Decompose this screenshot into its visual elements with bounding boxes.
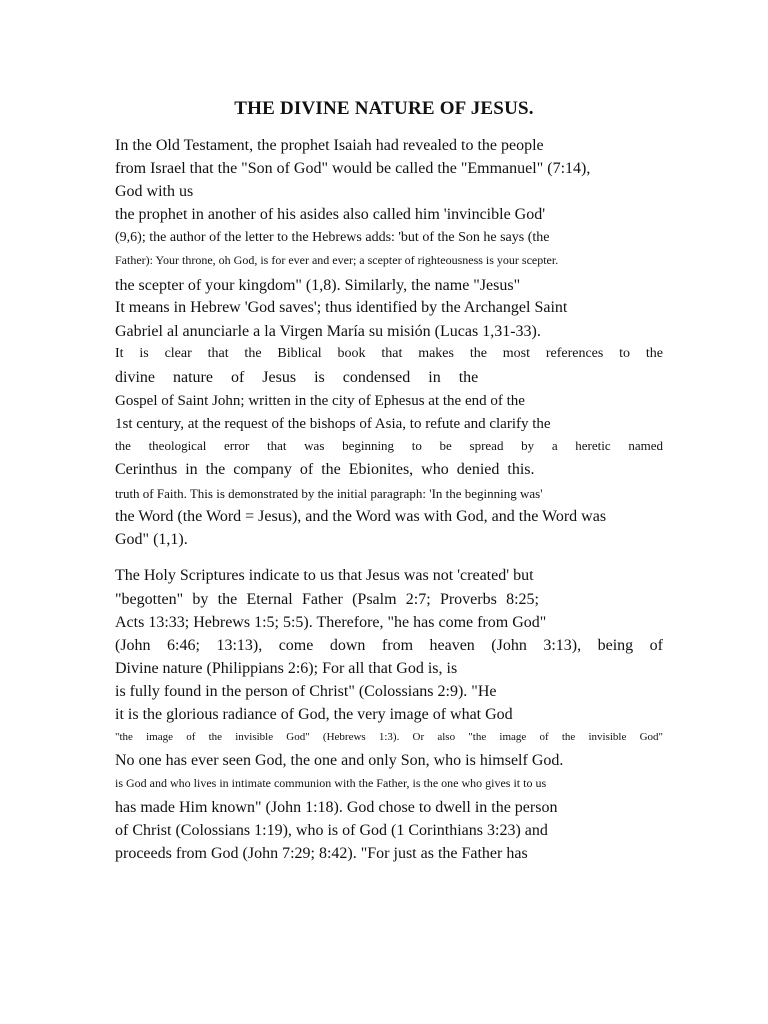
text-line: It means in Hebrew 'God saves'; thus identified by the Archangel Saint (115, 299, 568, 316)
text-line: The Holy Scriptures indicate to us that Jesus was not 'created' but (115, 567, 534, 584)
text-line: In the Old Testament, the prophet Isaiah had revealed to the people (115, 137, 544, 154)
text-line: God" (1,1). (115, 531, 188, 548)
text-line: the Word (the Word = Jesus), and the Word was with God, and the Word was (115, 508, 607, 525)
text-line: "begotten" by the Eternal Father (Psalm 2:7; Proverbs 8:25; (115, 591, 539, 608)
text-line: Divine nature (Philippians 2:6); For all that God is, is (115, 660, 458, 677)
text-line: (John 6:46; 13:13), come down from heaven (John 3:13), being of (115, 637, 663, 654)
text-line: the scepter of your kingdom" (1,8). Similarly, the name "Jesus" (115, 277, 521, 294)
text-line: from Israel that the "Son of God" would be called the "Emmanuel" (7:14), (115, 160, 591, 177)
text-line: truth of Faith. This is demonstrated by the initial paragraph: 'In the beginning was' (115, 486, 543, 501)
text-line: Gospel of Saint John; written in the city of Ephesus at the end of the (115, 393, 525, 409)
text-line: is fully found in the person of Christ" (Colossians 2:9). "He (115, 683, 497, 700)
text-line: the theological error that was beginning to be spread by a heretic named (115, 438, 663, 453)
text-line: the prophet in another of his asides also called him 'invincible God' (115, 206, 546, 223)
text-line: divine nature of Jesus is condensed in the (115, 369, 479, 386)
text-line: Acts 13:33; Hebrews 1:5; 5:5). Therefore, "he has come from God" (115, 614, 547, 631)
text-line: 1st century, at the request of the bishops of Asia, to refute and clarify the (115, 416, 551, 432)
text-line: God with us (115, 183, 194, 200)
text-line: of Christ (Colossians 1:19), who is of God (1 Corinthians 3:23) and (115, 822, 548, 839)
text-line: Father): Your throne, oh God, is for ever and ever; a scepter of righteousness is your scepter. (115, 253, 559, 267)
text-line: proceeds from God (John 7:29; 8:42). "For just as the Father has (115, 845, 528, 862)
text-line: No one has ever seen God, the one and only Son, who is himself God. (115, 752, 564, 769)
text-line: Gabriel al anunciarle a la Virgen María su misión (Lucas 1,31-33). (115, 323, 541, 340)
text-line: Cerinthus in the company of the Ebionites, who denied this. (115, 461, 535, 478)
document-title: THE DIVINE NATURE OF JESUS. (234, 98, 534, 119)
text-line: it is the glorious radiance of God, the very image of what God (115, 706, 513, 723)
text-line: is God and who lives in intimate communion with the Father, is the one who gives it to us (115, 776, 547, 790)
text-line: (9,6); the author of the letter to the Hebrews adds: 'but of the Son he says (the (115, 230, 550, 245)
text-line: has made Him known" (John 1:18). God chose to dwell in the person (115, 799, 558, 816)
text-line: It is clear that the Biblical book that makes the most references to the (115, 346, 663, 361)
text-line: "the image of the invisible God" (Hebrews 1:3). Or also "the image of the invisible God" (115, 731, 663, 743)
